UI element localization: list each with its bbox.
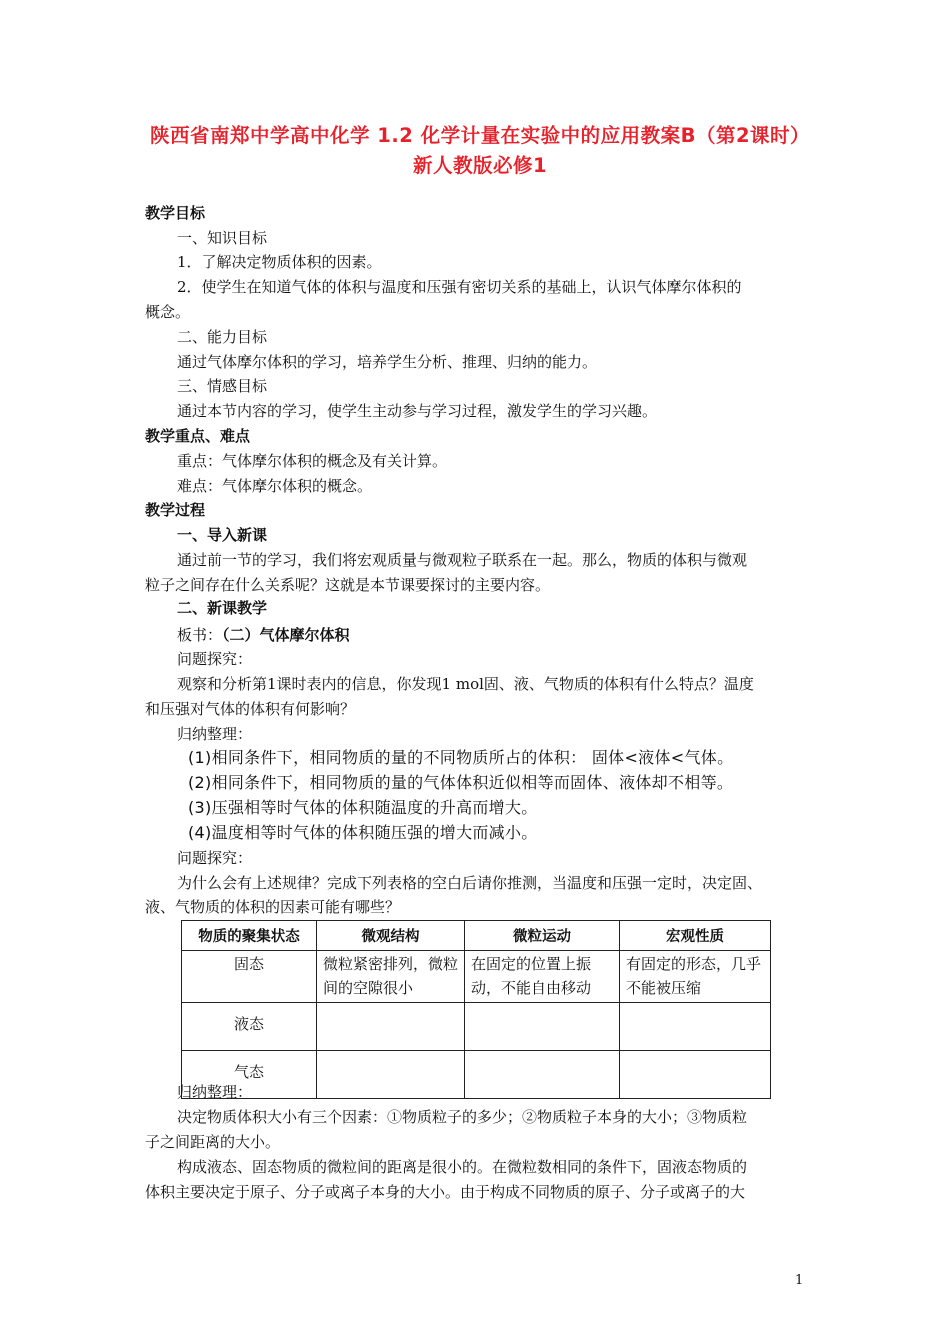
table-cell-motion: 在固定的位置上振动，不能自由移动 — [465, 951, 620, 1003]
new-lesson-heading: 二、新课教学 — [177, 599, 268, 617]
page-number: 1 — [795, 1273, 804, 1288]
table-header: 宏观性质 — [620, 921, 771, 951]
knowledge-goal-2-line-1: 2．使学生在知道气体的体积与温度和压强有密切关系的基础上，认识气体摩尔体积的 — [177, 278, 742, 296]
ability-goal-heading: 二、能力目标 — [177, 328, 268, 346]
section-heading-keys: 教学重点、难点 — [145, 427, 251, 445]
table-row — [182, 1003, 771, 1051]
table-header: 微粒运动 — [465, 921, 620, 951]
summary-label-2: 归纳整理： — [177, 1083, 253, 1101]
table-row — [182, 1051, 771, 1099]
table-cell-macro: 有固定的形态，几乎不能被压缩 — [620, 951, 771, 1003]
table-cell-motion — [465, 1051, 620, 1099]
summary-label-1: 归纳整理： — [177, 725, 253, 743]
section-heading-process: 教学过程 — [145, 501, 206, 519]
document-title: 陕西省南郑中学高中化学 1.2 化学计量在实验中的应用教案B（第2课时）新人教版必修1 — [149, 124, 811, 177]
emotion-goal-1: 通过本节内容的学习，使学生主动参与学习过程，激发学生的学习兴趣。 — [177, 402, 658, 420]
summary-1-item-3: (3)压强相等时气体的体积随温度的升高而增大。 — [188, 798, 538, 817]
table-cell-state: 液态 — [182, 1003, 317, 1051]
table-header: 微观结构 — [317, 921, 465, 951]
table-cell-state: 气态 — [182, 1051, 317, 1099]
table-header-row — [182, 921, 771, 951]
table-cell-micro — [317, 1051, 465, 1099]
intro-line-1: 通过前一节的学习，我们将宏观质量与微观粒子联系在一起。那么，物质的体积与微观 — [177, 551, 748, 569]
table-cell-micro — [317, 1003, 465, 1051]
knowledge-goal-heading: 一、知识目标 — [177, 229, 268, 247]
summary-1-item-1: (1)相同条件下，相同物质的量的不同物质所占的体积： 固体<液体<气体。 — [188, 748, 734, 767]
summary-2-line-2: 子之间距离的大小。 — [145, 1133, 281, 1151]
summary-1-item-4: (4)温度相等时气体的体积随压强的增大而减小。 — [188, 823, 538, 842]
summary-2-line-1: 决定物质体积大小有三个因素：①物质粒子的多少；②物质粒子本身的大小；③物质粒 — [177, 1108, 748, 1126]
section-heading-goals: 教学目标 — [145, 204, 206, 222]
paragraph-line-2: 体积主要决定于原子、分子或离子本身的大小。由于构成不同物质的原子、分子或离子的大 — [145, 1183, 746, 1201]
question-2-line-1: 为什么会有上述规律？完成下列表格的空白后请你推测，当温度和压强一定时，决定固、 — [177, 874, 763, 892]
key-difficulty: 难点：气体摩尔体积的概念。 — [177, 477, 373, 495]
summary-1-item-2: (2)相同条件下，相同物质的量的气体体积近似相等而固体、液体却不相等。 — [188, 773, 734, 792]
states-of-matter-table — [181, 920, 771, 1099]
table-row — [182, 951, 771, 1003]
emotion-goal-heading: 三、情感目标 — [177, 377, 268, 395]
table-header: 物质的聚集状态 — [182, 921, 317, 951]
question-2-line-2: 液、气物质的体积的因素可能有哪些？ — [145, 898, 401, 916]
table-cell-state: 固态 — [182, 951, 317, 1003]
question-1-line-1: 观察和分析第1课时表内的信息，你发现1 mol固、液、气物质的体积有什么特点？温度 — [177, 675, 754, 693]
paragraph-line-1: 构成液态、固态物质的微粒间的距离是很小的。在微粒数相同的条件下，固液态物质的 — [177, 1158, 748, 1176]
board-line — [177, 625, 350, 645]
board-title: （二）气体摩尔体积 — [222, 626, 350, 644]
key-focus: 重点：气体摩尔体积的概念及有关计算。 — [177, 452, 448, 470]
intro-line-2: 粒子之间存在什么关系呢？这就是本节课要探讨的主要内容。 — [145, 576, 551, 594]
table-cell-micro: 微粒紧密排列，微粒间的空隙很小 — [317, 951, 465, 1003]
knowledge-goal-1: 1．了解决定物质体积的因素。 — [177, 253, 382, 271]
table-cell-motion — [465, 1003, 620, 1051]
board-prefix: 板书： — [177, 626, 223, 644]
intro-heading: 一、导入新课 — [177, 526, 268, 544]
question-1-line-2: 和压强对气体的体积有何影响？ — [145, 700, 356, 718]
knowledge-goal-2-line-2: 概念。 — [145, 303, 191, 321]
question-label-2: 问题探究： — [177, 849, 253, 867]
question-label-1: 问题探究： — [177, 650, 253, 668]
table-cell-macro — [620, 1003, 771, 1051]
ability-goal-1: 通过气体摩尔体积的学习，培养学生分析、推理、归纳的能力。 — [177, 353, 598, 371]
table-cell-macro — [620, 1051, 771, 1099]
